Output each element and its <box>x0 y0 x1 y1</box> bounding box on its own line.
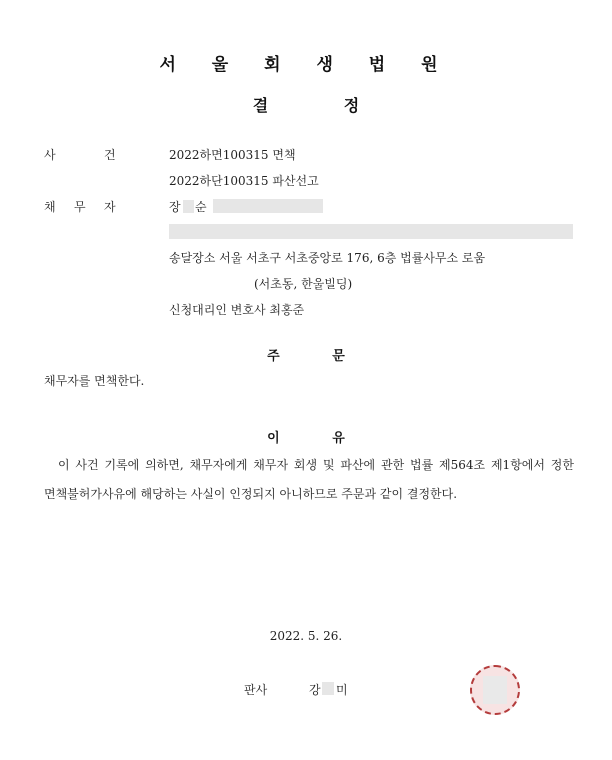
document-title: 결 정 <box>252 96 360 115</box>
attorney-line: 신청대리인 변호사 최홍준 <box>169 303 305 317</box>
redaction-block-seal <box>483 676 507 704</box>
debtor-name-first: 장 <box>169 200 181 214</box>
case-line-bankruptcy: 2022하단100315 파산선고 <box>169 174 319 188</box>
redaction-block <box>183 200 194 213</box>
decision-date: 2022. 5. 26. <box>269 629 343 643</box>
case-label-char-1: 사 <box>44 148 56 162</box>
order-heading: 주 문 <box>267 349 345 364</box>
reason-paragraph: 이 사건 기록에 의하면, 채무자에게 채무자 회생 및 파산에 관한 법률 제564조 제1항에서 정한 면책불허가사유에 해당하는 사실이 인정되지 아니하므로 주문과 같이 결정한다. <box>44 458 574 501</box>
redaction-block <box>322 682 334 695</box>
debtor-label-char-3: 자 <box>104 200 116 214</box>
judge-name-last: 미 <box>336 683 348 697</box>
case-label-char-2: 건 <box>104 148 116 162</box>
court-seal-stamp <box>470 665 520 715</box>
redaction-block-address <box>169 224 573 239</box>
debtor-name-last: 순 <box>195 200 207 214</box>
order-text: 채무자를 면책한다. <box>44 374 145 388</box>
service-address-line1: 송달장소 서울 서초구 서초중앙로 176, 6층 법률사무소 로움 <box>169 251 486 265</box>
reason-heading: 이 유 <box>267 431 345 446</box>
court-name: 서 울 회 생 법 원 <box>159 55 453 75</box>
debtor-label-char-2: 무 <box>74 200 86 214</box>
service-address-line2: (서초동, 한울빌딩) <box>254 277 353 291</box>
judge-title: 판사 <box>244 683 268 697</box>
redaction-block <box>213 199 323 213</box>
case-line-exemption: 2022하면100315 면책 <box>169 148 296 162</box>
debtor-label-char-1: 채 <box>44 200 56 214</box>
judge-name-first: 강 <box>309 683 321 697</box>
